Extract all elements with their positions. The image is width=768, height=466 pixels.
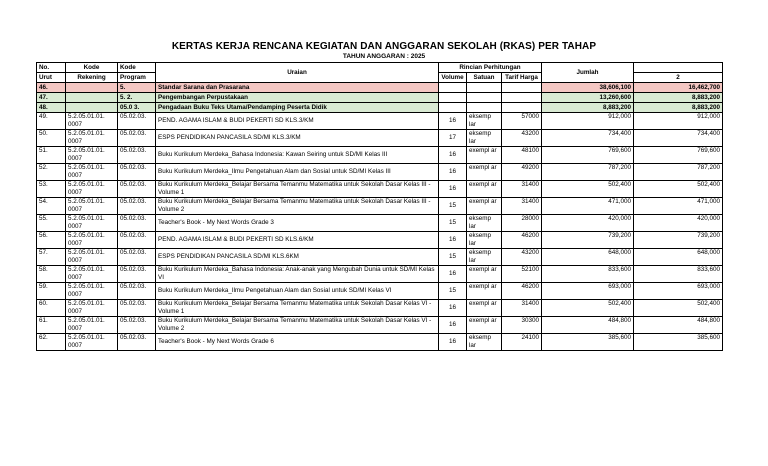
row-col2: 484,800 [634, 317, 723, 334]
row-uraian: Buku Kurikulum Merdeka_Bahasa Indonesia: Kawan Seiring untuk SD/MI Kelas III [156, 147, 439, 164]
table-row [37, 266, 723, 283]
row-col2: 8,883,200 [634, 103, 723, 113]
row-uraian: Buku Kurikulum Merdeka_Bahasa Indonesia: Anak-anak yang Mengubah Dunia untuk SD/MI Kelas VI [156, 266, 439, 283]
row-volume [439, 93, 467, 103]
row-volume: 16 [439, 300, 467, 317]
row-uraian: Pengembangan Perpustakaan [156, 93, 439, 103]
row-prog: 05.02.03. [118, 147, 156, 164]
row-no: 49. [37, 113, 66, 130]
col-no-header: No. [37, 63, 66, 73]
table-row [37, 249, 723, 266]
row-jumlah: 38,606,100 [542, 83, 634, 93]
summary-row [37, 83, 723, 93]
row-volume: 16 [439, 334, 467, 351]
row-uraian: Buku Kurikulum Merdeka_Ilmu Pengetahuan Alam dan Sosial untuk SD/MI Kelas III [156, 164, 439, 181]
row-satuan: exempl ar [467, 181, 502, 198]
table-row [37, 300, 723, 317]
row-no: 46. [37, 83, 66, 93]
col-blank-header [634, 63, 723, 73]
row-uraian: Standar Sarana dan Prasarana [156, 83, 439, 93]
row-kode: 5.2.05.01.01. 0007 [66, 198, 118, 215]
row-jumlah: 787,200 [542, 164, 634, 181]
row-kode: 5.2.05.01.01. 0007 [66, 147, 118, 164]
row-kode [66, 93, 118, 103]
row-uraian: Buku Kurikulum Merdeka_Belajar Bersama Temanmu Matematika untuk Sekolah Dasar Kelas VI - Volume 1 [156, 300, 439, 317]
row-satuan: exempl ar [467, 300, 502, 317]
col-kode-program-header: Kode [118, 63, 156, 73]
row-no: 56. [37, 232, 66, 249]
row-satuan: eksemp lar [467, 334, 502, 351]
row-satuan: eksemp lar [467, 215, 502, 232]
document-subtitle: TAHUN ANGGARAN : 2025 [342, 53, 426, 60]
document-title: KERTAS KERJA RENCANA KEGIATAN DAN ANGGARAN SEKOLAH (RKAS) PER TAHAP [171, 41, 597, 52]
row-satuan: eksemp lar [467, 232, 502, 249]
row-prog: 5. [118, 83, 156, 93]
row-jumlah: 769,600 [542, 147, 634, 164]
col-rincian-header: Rincian Perhitungan [439, 63, 542, 73]
row-prog: 05.02.03. [118, 334, 156, 351]
row-kode: 5.2.05.01.01. 0007 [66, 164, 118, 181]
row-prog: 05.02.03. [118, 198, 156, 215]
col-volume-header: Volume [439, 73, 467, 83]
row-kode: 5.2.05.01.01. 0007 [66, 215, 118, 232]
row-satuan: exempl ar [467, 283, 502, 300]
row-col2: 502,400 [634, 181, 723, 198]
row-prog: 05.02.03. [118, 113, 156, 130]
table-body [37, 83, 723, 113]
row-tarif: 57000 [502, 113, 542, 130]
row-satuan: exempl ar [467, 266, 502, 283]
row-jumlah: 648,000 [542, 249, 634, 266]
row-uraian: Teacher's Book - My Next Words Grade 6 [156, 334, 439, 351]
row-volume [439, 83, 467, 93]
row-kode [66, 103, 118, 113]
row-col2: 787,200 [634, 164, 723, 181]
row-satuan [467, 93, 502, 103]
row-no: 55. [37, 215, 66, 232]
row-tarif: 24100 [502, 334, 542, 351]
row-col2: 385,600 [634, 334, 723, 351]
col-satuan-header: Satuan [467, 73, 502, 83]
row-uraian: Buku Kurikulum Merdeka_Belajar Bersama Temanmu Matematika untuk Sekolah Dasar Kelas III - Volume 2 [156, 198, 439, 215]
row-satuan: eksemp lar [467, 249, 502, 266]
row-jumlah: 912,000 [542, 113, 634, 130]
row-satuan: exempl ar [467, 164, 502, 181]
row-jumlah: 502,400 [542, 300, 634, 317]
row-kode: 5.2.05.01.01. 0007 [66, 232, 118, 249]
row-volume: 16 [439, 232, 467, 249]
row-jumlah: 833,600 [542, 266, 634, 283]
row-uraian: Pengadaan Buku Teks Utama/Pendamping Peserta Didik [156, 103, 439, 113]
row-jumlah: 13,260,600 [542, 93, 634, 103]
row-volume [439, 103, 467, 113]
row-prog: 05.02.03. [118, 283, 156, 300]
row-tarif [502, 103, 542, 113]
row-prog: 05.02.03. [118, 300, 156, 317]
row-jumlah: 471,000 [542, 198, 634, 215]
row-no: 50. [37, 130, 66, 147]
row-prog: 05.02.03. [118, 266, 156, 283]
row-tarif: 30300 [502, 317, 542, 334]
row-volume: 15 [439, 249, 467, 266]
row-col2: 648,000 [634, 249, 723, 266]
row-kode: 5.2.05.01.01. 0007 [66, 249, 118, 266]
row-tarif: 48100 [502, 147, 542, 164]
row-tarif: 31400 [502, 198, 542, 215]
col-uraian-header: Uraian [156, 63, 439, 83]
row-no: 59. [37, 283, 66, 300]
row-tarif: 31400 [502, 181, 542, 198]
table-row [37, 181, 723, 198]
row-col2: 769,600 [634, 147, 723, 164]
row-col2: 734,400 [634, 130, 723, 147]
row-tarif: 28000 [502, 215, 542, 232]
row-volume: 16 [439, 181, 467, 198]
row-no: 48. [37, 103, 66, 113]
table-row [37, 283, 723, 300]
row-col2: 912,000 [634, 113, 723, 130]
row-prog: 05.02.03. [118, 164, 156, 181]
row-no: 57. [37, 249, 66, 266]
row-prog: 05.02.03. [118, 130, 156, 147]
row-volume: 16 [439, 164, 467, 181]
row-kode: 5.2.05.01.01. 0007 [66, 283, 118, 300]
row-prog: 5. 2. [118, 93, 156, 103]
row-col2: 420,000 [634, 215, 723, 232]
row-volume: 15 [439, 198, 467, 215]
row-jumlah: 693,000 [542, 283, 634, 300]
row-tarif: 43200 [502, 249, 542, 266]
table-row [37, 164, 723, 181]
summary-row [37, 103, 723, 113]
row-uraian: ESPS PENDIDIKAN PANCASILA SD/MI KLS.3/KM [156, 130, 439, 147]
row-no: 53. [37, 181, 66, 198]
row-satuan [467, 83, 502, 93]
row-uraian: PEND. AGAMA ISLAM & BUDI PEKERTI SD KLS.6/KM [156, 232, 439, 249]
row-tarif: 49200 [502, 164, 542, 181]
row-kode: 5.2.05.01.01. 0007 [66, 113, 118, 130]
row-tarif [502, 93, 542, 103]
row-tarif [502, 83, 542, 93]
row-kode: 5.2.05.01.01. 0007 [66, 300, 118, 317]
row-no: 58. [37, 266, 66, 283]
row-prog: 05.02.03. [118, 215, 156, 232]
row-prog: 05.02.03. [118, 317, 156, 334]
col-tarif-header: Tarif Harga [502, 73, 542, 83]
table-row [37, 334, 723, 351]
row-jumlah: 739,200 [542, 232, 634, 249]
table-row [37, 130, 723, 147]
row-col2: 739,200 [634, 232, 723, 249]
row-prog: 05.02.03. [118, 249, 156, 266]
row-tarif: 52100 [502, 266, 542, 283]
row-jumlah: 734,400 [542, 130, 634, 147]
row-col2: 8,883,200 [634, 93, 723, 103]
rkas-table [36, 62, 723, 351]
row-satuan: eksemp lar [467, 130, 502, 147]
row-volume: 17 [439, 130, 467, 147]
row-satuan: exempl ar [467, 317, 502, 334]
row-tarif: 31400 [502, 300, 542, 317]
row-jumlah: 484,800 [542, 317, 634, 334]
row-volume: 16 [439, 147, 467, 164]
table-row [37, 198, 723, 215]
col-jumlah-header: Jumlah [542, 63, 634, 83]
row-no: 52. [37, 164, 66, 181]
row-volume: 15 [439, 215, 467, 232]
row-prog: 05.02.03. [118, 181, 156, 198]
row-uraian: PEND. AGAMA ISLAM & BUDI PEKERTI SD KLS.3/KM [156, 113, 439, 130]
row-jumlah: 8,883,200 [542, 103, 634, 113]
row-uraian: Teacher's Book - My Next Words Grade 3 [156, 215, 439, 232]
row-satuan: exempl ar [467, 147, 502, 164]
row-satuan: exempl ar [467, 198, 502, 215]
row-volume: 16 [439, 266, 467, 283]
row-tarif: 43200 [502, 130, 542, 147]
row-satuan [467, 103, 502, 113]
row-kode: 5.2.05.01.01. 0007 [66, 317, 118, 334]
row-kode: 5.2.05.01.01. 0007 [66, 334, 118, 351]
row-jumlah: 502,400 [542, 181, 634, 198]
row-volume: 16 [439, 113, 467, 130]
item-rows [37, 113, 723, 351]
col-urut-header: Urut [37, 73, 66, 83]
row-col2: 833,600 [634, 266, 723, 283]
row-satuan: eksemp lar [467, 113, 502, 130]
row-no: 47. [37, 93, 66, 103]
row-prog: 05.02.03. [118, 232, 156, 249]
row-tarif: 46200 [502, 232, 542, 249]
table-row [37, 113, 723, 130]
table-row [37, 317, 723, 334]
row-col2: 16,462,700 [634, 83, 723, 93]
col-program-header: Program [118, 73, 156, 83]
row-prog: 05.0 3. [118, 103, 156, 113]
row-kode: 5.2.05.01.01. 0007 [66, 181, 118, 198]
row-uraian: ESPS PENDIDIKAN PANCASILA SD/MI KLS.6KM [156, 249, 439, 266]
row-no: 51. [37, 147, 66, 164]
row-col2: 693,000 [634, 283, 723, 300]
row-uraian: Buku Kurikulum Merdeka_Ilmu Pengetahuan Alam dan Sosial untuk SD/MI Kelas VI [156, 283, 439, 300]
row-volume: 15 [439, 283, 467, 300]
row-volume: 16 [439, 317, 467, 334]
row-no: 62. [37, 334, 66, 351]
row-kode: 5.2.05.01.01. 0007 [66, 266, 118, 283]
row-kode [66, 83, 118, 93]
row-col2: 471,000 [634, 198, 723, 215]
col-kode-rekening-header: Kode [66, 63, 118, 73]
row-tarif: 46200 [502, 283, 542, 300]
col-2-header: 2 [634, 73, 723, 83]
row-kode: 5.2.05.01.01. 0007 [66, 130, 118, 147]
table-row [37, 147, 723, 164]
table-header [37, 63, 723, 83]
table-row [37, 232, 723, 249]
row-no: 61. [37, 317, 66, 334]
row-no: 54. [37, 198, 66, 215]
row-no: 60. [37, 300, 66, 317]
row-uraian: Buku Kurikulum Merdeka_Belajar Bersama Temanmu Matematika untuk Sekolah Dasar Kelas III - Volume 1 [156, 181, 439, 198]
row-jumlah: 420,000 [542, 215, 634, 232]
table-row [37, 215, 723, 232]
summary-row [37, 93, 723, 103]
col-rekening-header: Rekening [66, 73, 118, 83]
row-col2: 502,400 [634, 300, 723, 317]
row-uraian: Buku Kurikulum Merdeka_Belajar Bersama Temanmu Matematika untuk Sekolah Dasar Kelas VI - Volume 2 [156, 317, 439, 334]
row-jumlah: 385,600 [542, 334, 634, 351]
